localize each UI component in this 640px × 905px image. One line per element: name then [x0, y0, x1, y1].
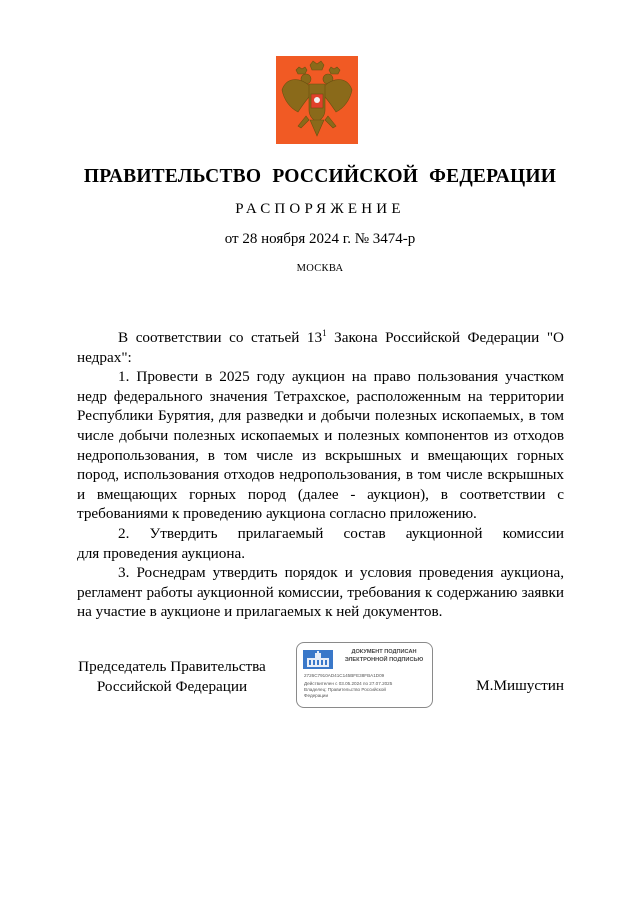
document-type: РАСПОРЯЖЕНИЕ	[235, 201, 405, 217]
position-line-2: Российской Федерации	[96, 677, 248, 695]
article-superscript: 1	[322, 328, 327, 338]
certificate-number: 2726C7910AD41C145BFE38FBA1D09	[304, 673, 385, 678]
signatory-position	[77, 657, 267, 696]
preamble-text-continued: Закона Российской Федерации "О недрах":	[77, 329, 564, 366]
coat-of-arms-emblem	[276, 56, 358, 144]
organization-title: ПРАВИТЕЛЬСТВО РОССИЙСКОЙ ФЕДЕРАЦИИ	[83, 166, 557, 187]
electronic-signature-stamp	[296, 642, 433, 708]
document-body	[77, 328, 564, 622]
stamp-heading-line-1: ДОКУМЕНТ ПОДПИСАН	[351, 649, 417, 655]
document-date-number: от 28 ноября 2024 г. № 3474-р	[224, 231, 416, 247]
certificate-validity: Действителен с 03.05.2024 по 27.07.2025	[304, 681, 393, 686]
preamble-paragraph	[77, 328, 564, 367]
russian-coat-of-arms-icon	[276, 56, 358, 144]
stamp-heading-line-2: ЭЛЕКТРОННОЙ ПОДПИСЬЮ	[344, 657, 424, 663]
document-city: МОСКВА	[296, 263, 344, 274]
item-3-paragraph: 3. Роснедрам утвердить порядок и условия проведения аукциона, регламент работы аукционной комиссии, требования к содержанию заявки на участие в аукционе и прилагаемых к ней документов.	[77, 564, 564, 621]
certificate-owner-line-2: Федерации	[304, 693, 329, 698]
certificate-owner-line-1: Владелец: Правительство Российской	[304, 687, 386, 692]
government-building-icon	[303, 650, 333, 669]
signatory-name: М.Мишустин	[476, 677, 564, 694]
preamble-text: В соответствии со статьей 13	[118, 329, 323, 346]
item-2-paragraph: 2. Утвердить прилагаемый состав аукционной комиссии	[118, 524, 564, 542]
item-2-continuation: для проведения аукциона.	[77, 544, 245, 562]
position-line-1: Председатель Правительства	[78, 658, 266, 675]
item-1-paragraph: 1. Провести в 2025 году аукцион на право пользования участком недр федерального значения Тетрахское, расположенным на территории Республики Бурятия, для разведки и добычи полезных ископаемых, в том числе добычи полезных ископаемых и полезных компонентов из отходов недропользования, в том числе из вскрышных и вмещающих горных пород, использования отходов недропользования, в том числе вскрышных и вмещающих горных пород (далее - аукцион), в соответствии с требованиями к проведению аукциона согласно приложению.	[77, 368, 564, 523]
